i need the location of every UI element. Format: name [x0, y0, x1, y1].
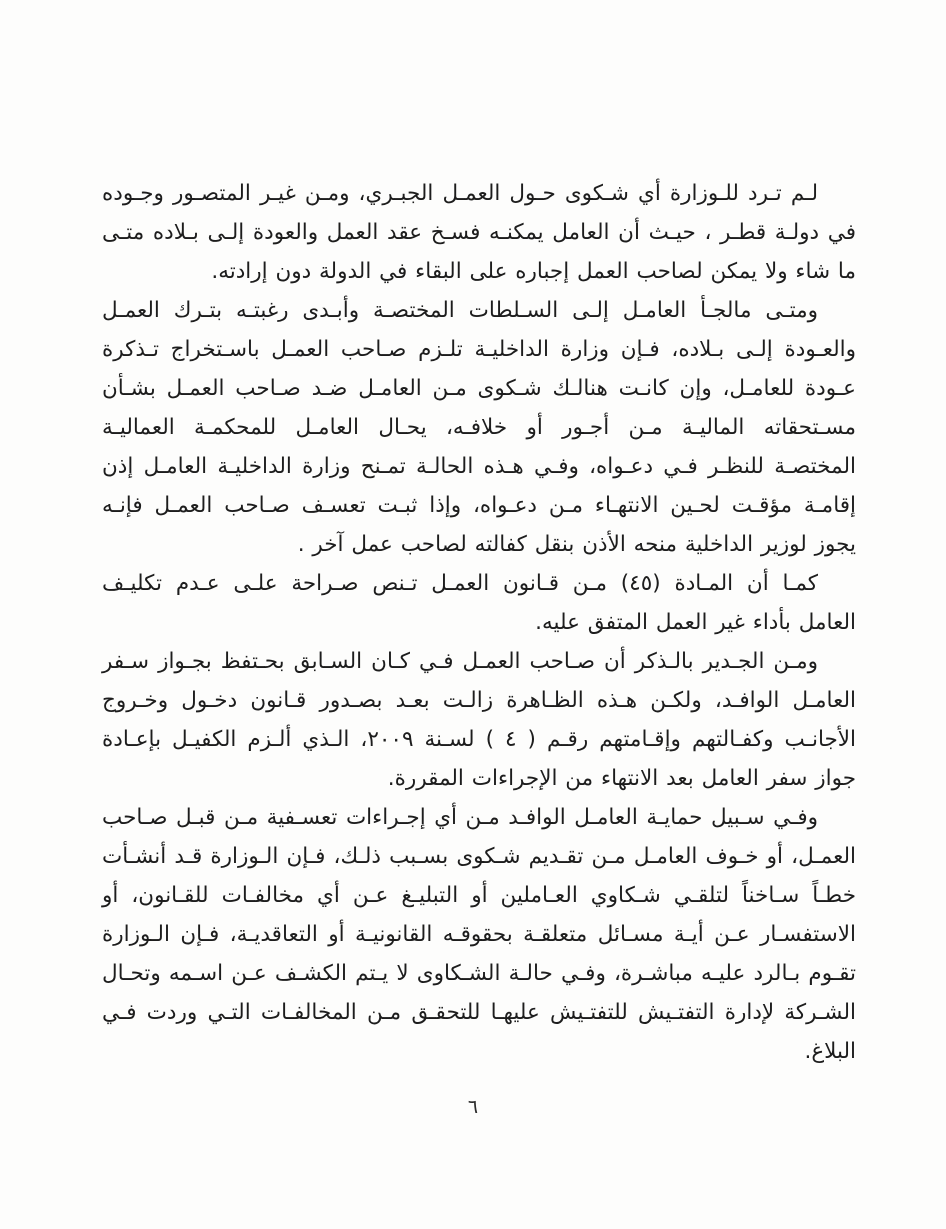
paragraph [102, 798, 856, 1071]
text-line: كمـا أن المـادة (٤٥) مـن قـانون العمـل تـنص صـراحة علـى عـدم تكليـف [102, 571, 818, 596]
text-line: مسـتحقاته الماليـة مـن أجـور أو خلافـه، يحـال العامـل للمحكمـة العماليـة [102, 415, 856, 440]
paragraph [102, 174, 856, 291]
text-line: ما شاء ولا يمكن لصاحب العمل إجباره على البقاء في الدولة دون إرادته. [211, 259, 856, 284]
text-line: يجوز لوزير الداخلية منحه الأذن بنقل كفالته لصاحب عمل آخر . [297, 532, 856, 557]
text-line: خطـاً سـاخناً لتلقـي شـكاوي العـاملين أو التبليـغ عـن أي مخالفـات للقـانون، أو [102, 883, 856, 908]
text-line: العامـل الوافـد، ولكـن هـذه الظـاهرة زالـت بعـد بصـدور قـانون دخـول وخـروج [102, 688, 856, 713]
text-line: جواز سفر العامل بعد الانتهاء من الإجراءات المقررة. [387, 766, 856, 791]
text-line: المختصـة للنظـر فـي دعـواه، وفـي هـذه الحالـة تمـنح وزارة الداخليـة العامـل إذن [102, 454, 856, 479]
document-body [102, 174, 856, 1071]
text-line: تقـوم بـالرد عليـه مباشـرة، وفـي حالـة الشـكاوى لا يـتم الكشـف عـن اسـمه وتحـال [102, 961, 856, 986]
text-line: الشـركة لإدارة التفتـيش للتفتـيش عليهـا للتحقـق مـن المخالفـات التـي وردت فـي [102, 1000, 856, 1025]
text-line: ومتـى مالجـأ العامـل إلـى السـلطات المختصـة وأبـدى رغبتـه بتـرك العمـل [102, 298, 818, 323]
page-number: ٦ [467, 1096, 479, 1118]
paragraph [102, 642, 856, 798]
text-line: لـم تـرد للـوزارة أي شـكوى حـول العمـل الجبـري، ومـن غيـر المتصـور وجـوده [102, 181, 818, 206]
text-line: عـودة للعامـل، وإن كانـت هنالـك شـكوى مـن العامـل ضـد صـاحب العمـل بشـأن [102, 376, 856, 401]
text-line: البلاغ. [804, 1039, 856, 1064]
paragraph [102, 564, 856, 642]
text-line: ومـن الجـدير بالـذكر أن صـاحب العمـل فـي كـان السـابق بحـتفظ بجـواز سـفر [102, 649, 818, 674]
text-line: إقامـة مؤقـت لحـين الانتهـاء مـن دعـواه، وإذا ثبـت تعسـف صـاحب العمـل فإنـه [102, 493, 856, 518]
text-line: والعـودة إلـى بـلاده، فـإن وزارة الداخليـة تلـزم صـاحب العمـل باسـتخراج تـذكرة [102, 337, 856, 362]
text-line: وفـي سـبيل حمايـة العامـل الوافـد مـن أي إجـراءات تعسـفية مـن قبـل صـاحب [102, 805, 818, 830]
text-line: في دولـة قطـر ، حيـث أن العامل يمكنـه فسـخ عقد العمل والعودة إلـى بـلاده متـى [102, 220, 856, 245]
text-line: الاستفسـار عـن أيـة مسـائل متعلقـة بحقوقـه القانونيـة أو التعاقديـة، فـإن الـوزارة [102, 922, 856, 947]
text-line: العامل بأداء غير العمل المتفق عليه. [535, 610, 856, 635]
text-line: الأجانـب وكفـالتهم وإقـامتهم رقـم ( ٤ ) لسـنة ٢٠٠٩، الـذي ألـزم الكفيـل بإعـادة [102, 727, 857, 752]
text-line: العمـل، أو خـوف العامـل مـن تقـديم شـكوى بسـبب ذلـك، فـإن الـوزارة قـد أنشـأت [102, 844, 856, 869]
paragraph [102, 291, 856, 564]
